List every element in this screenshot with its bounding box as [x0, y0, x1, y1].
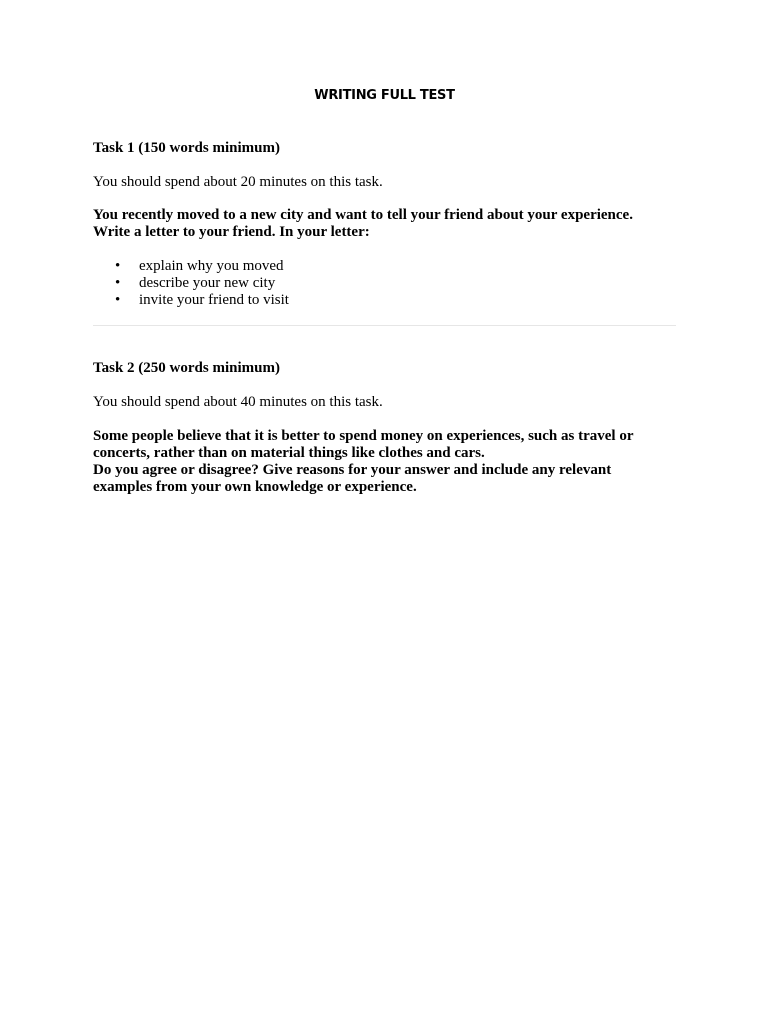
list-item-text: describe your new city — [139, 275, 276, 291]
list-item-text: invite your friend to visit — [139, 292, 289, 308]
document-title: WRITING FULL TEST — [314, 88, 455, 103]
task2-prompt-line: examples from your own knowledge or experience. — [93, 479, 417, 495]
bullet-icon: • — [115, 258, 121, 274]
bullet-icon: • — [115, 292, 121, 308]
task2-prompt-line: Some people believe that it is better to spend money on experiences, such as travel or — [93, 428, 634, 444]
task2-prompt — [93, 428, 676, 496]
task1-prompt — [93, 207, 676, 241]
task1-bullet-list — [93, 258, 289, 309]
task1-prompt-line: Write a letter to your friend. In your letter: — [93, 224, 370, 240]
list-item-text: explain why you moved — [139, 258, 284, 274]
list-item — [93, 275, 289, 292]
task1-prompt-line: You recently moved to a new city and want to tell your friend about your experience. — [93, 207, 633, 223]
task2-prompt-line: concerts, rather than on material things like clothes and cars. — [93, 445, 485, 461]
list-item — [93, 292, 289, 309]
section-divider — [93, 325, 676, 326]
list-item — [93, 258, 289, 275]
task1-heading: Task 1 (150 words minimum) — [93, 140, 280, 156]
task2-time-note: You should spend about 40 minutes on this task. — [93, 394, 383, 410]
bullet-icon: • — [115, 275, 121, 291]
task2-heading: Task 2 (250 words minimum) — [93, 360, 280, 376]
task2-prompt-line: Do you agree or disagree? Give reasons for your answer and include any relevant — [93, 462, 612, 478]
task1-time-note: You should spend about 20 minutes on this task. — [93, 174, 383, 190]
